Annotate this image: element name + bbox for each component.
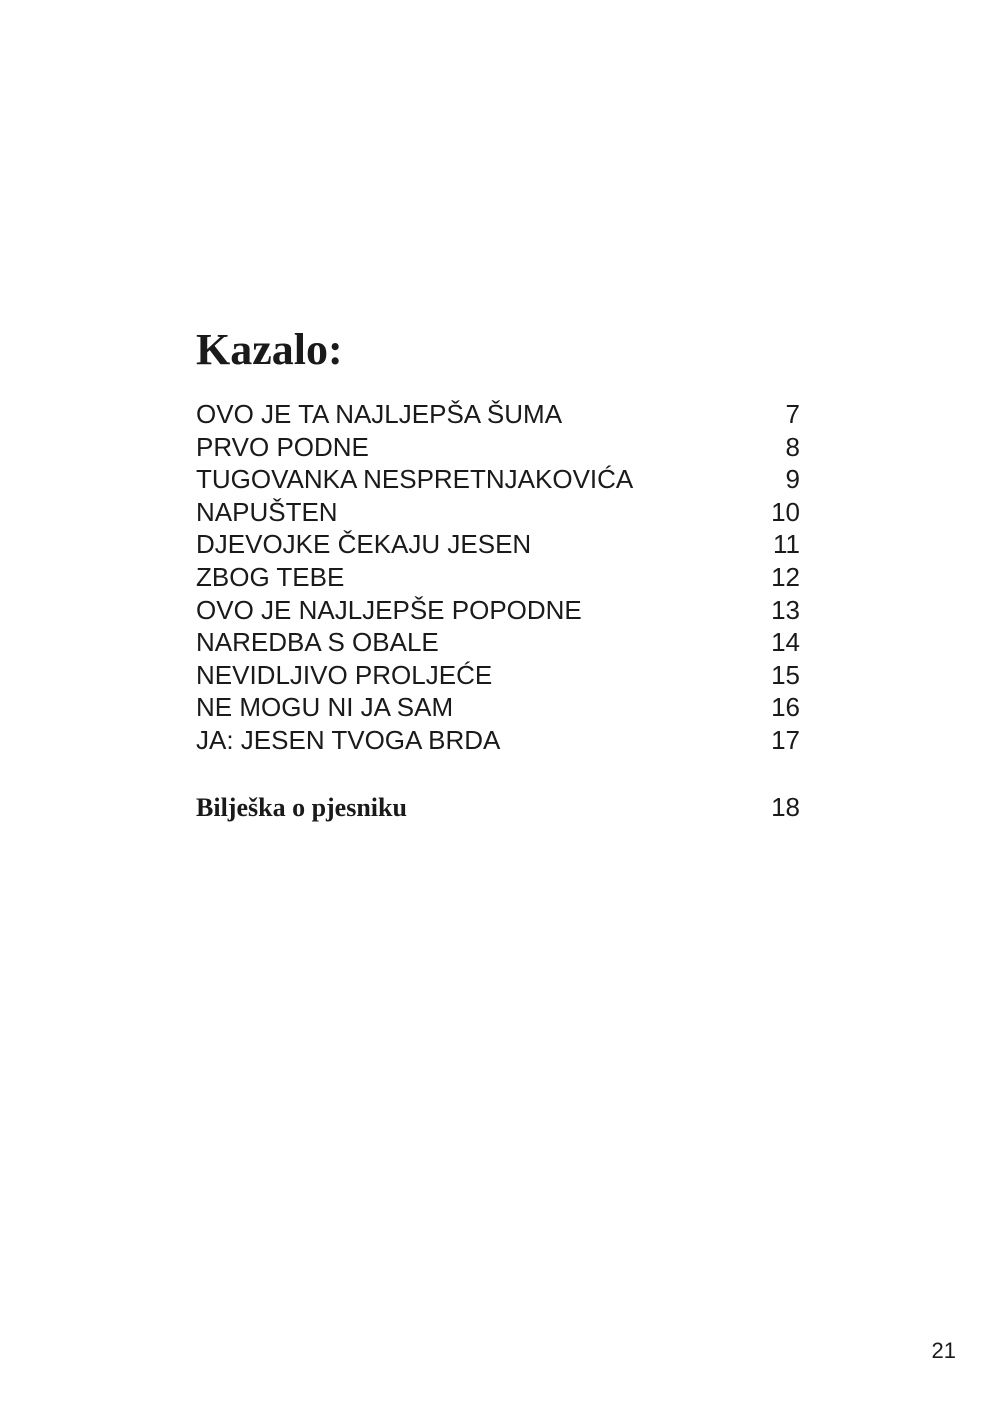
toc-note-page: 18 <box>771 791 800 822</box>
toc-entry-page: 11 <box>773 529 800 560</box>
toc-entry-title: TUGOVANKA NESPRETNJAKOVIĆA <box>196 464 634 495</box>
toc-entry-title: NAREDBA S OBALE <box>196 627 439 658</box>
toc-entry[interactable] <box>196 659 800 692</box>
toc-entry[interactable] <box>196 398 800 431</box>
toc-entry-page: 16 <box>771 692 800 723</box>
toc-note-title: Bilješka o pjesniku <box>196 792 407 822</box>
toc-entry-title: NEVIDLJIVO PROLJEĆE <box>196 659 493 690</box>
toc-entry-title: DJEVOJKE ČEKAJU JESEN <box>196 529 532 560</box>
toc-entry-page: 8 <box>785 431 800 462</box>
toc-entry-title: OVO JE NAJLJEPŠE POPODNE <box>196 594 582 625</box>
toc-entry[interactable] <box>196 431 800 464</box>
toc-entry-title: NE MOGU NI JA SAM <box>196 692 454 723</box>
toc-entry[interactable] <box>196 496 800 529</box>
toc-entry-page: 17 <box>771 724 800 755</box>
toc-entry[interactable] <box>196 626 800 659</box>
toc-entry-list <box>196 398 800 757</box>
toc-entry-page: 7 <box>785 399 800 429</box>
toc-entry-title: ZBOG TEBE <box>196 561 345 592</box>
toc-entry-page: 13 <box>771 594 800 625</box>
toc-entry-title: JA: JESEN TVOGA BRDA <box>196 724 501 755</box>
toc-entry-page: 10 <box>771 496 800 527</box>
toc-entry[interactable] <box>196 594 800 627</box>
toc-note-entry[interactable] <box>196 787 800 827</box>
toc-entry-title: PRVO PODNE <box>196 431 369 462</box>
toc-entry[interactable] <box>196 463 800 496</box>
toc-entry[interactable] <box>196 724 800 757</box>
toc-entry-page: 14 <box>771 627 800 658</box>
toc-entry-page: 15 <box>771 659 800 690</box>
toc-entry[interactable] <box>196 691 800 724</box>
toc-entry[interactable] <box>196 561 800 594</box>
toc-entry-title: NAPUŠTEN <box>196 496 338 527</box>
toc-entry-page: 9 <box>785 464 800 495</box>
toc-title: Kazalo: <box>196 325 343 374</box>
toc-entry-title: OVO JE TA NAJLJEPŠA ŠUMA <box>196 399 563 429</box>
page-number: 21 <box>931 1338 956 1363</box>
toc-entry[interactable] <box>196 528 800 561</box>
toc-entry-page: 12 <box>771 561 800 592</box>
table-of-contents <box>196 322 800 827</box>
